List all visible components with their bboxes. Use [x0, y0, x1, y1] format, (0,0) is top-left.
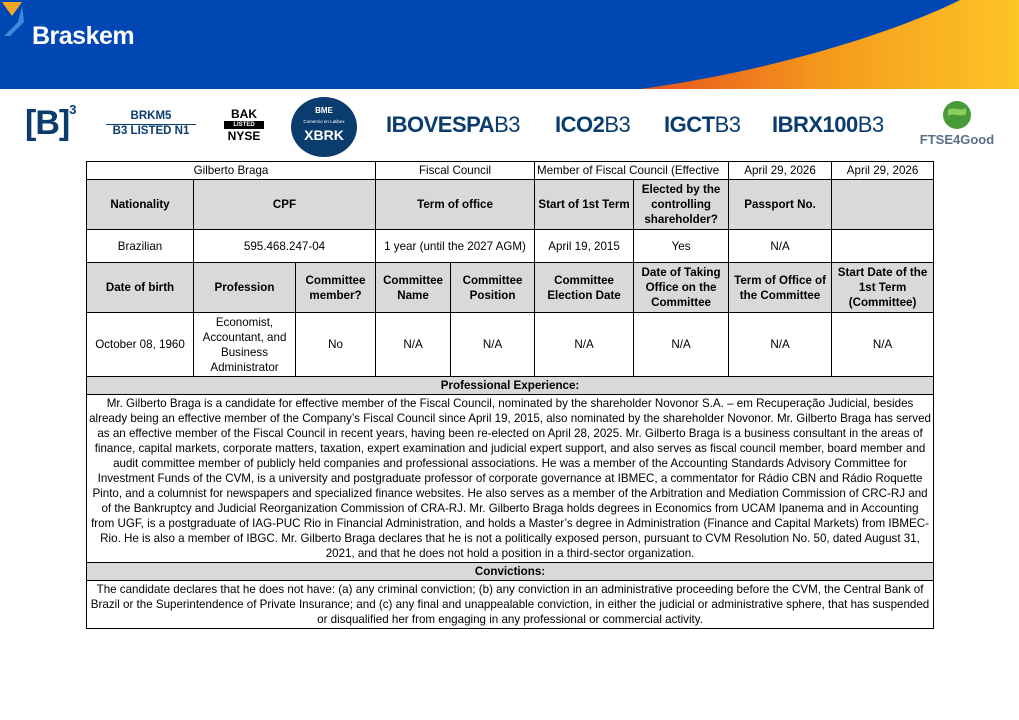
- header-row-2: [87, 263, 934, 313]
- ftse4good-logo: FTSE4Good: [917, 100, 997, 147]
- term-committee-value: N/A: [729, 313, 832, 377]
- elected-controlling-header: Elected by the controlling shareholder?: [634, 180, 729, 230]
- term-committee-header: Term of Office of the Committee: [729, 263, 832, 313]
- committee-member-value: No: [296, 313, 376, 377]
- empty-value-cell: [832, 230, 934, 263]
- committee-position-value: N/A: [451, 313, 535, 377]
- election-date: April 29, 2026: [729, 162, 832, 180]
- dob-value: October 08, 1960: [87, 313, 194, 377]
- svg-text:Comercio en Latibex: Comercio en Latibex: [303, 119, 345, 124]
- cpf-value: 595.468.247-04: [194, 230, 376, 263]
- candidate-table: [86, 161, 934, 629]
- candidate-position: Member of Fiscal Council (Effective: [535, 162, 729, 180]
- term-value: 1 year (until the 2027 AGM): [376, 230, 535, 263]
- committee-name-header: Committee Name: [376, 263, 451, 313]
- convictions-text-row: [87, 581, 934, 629]
- taking-office-header: Date of Taking Office on the Committee: [634, 263, 729, 313]
- committee-election-value: N/A: [535, 313, 634, 377]
- governance-body: Fiscal Council: [376, 162, 535, 180]
- nyse-logo: BAK LISTED NYSE: [224, 108, 264, 142]
- convictions-title: Convictions:: [87, 563, 934, 581]
- nationality-value: Brazilian: [87, 230, 194, 263]
- experience-text: Mr. Gilberto Braga is a candidate for effective member of the Fiscal Council, nominated by the shareholder Novonor S.A. – em Recuperação Judicial, besides already being an effective member of the Company’s Fiscal Council since April 19, 2015, also nominated by the shareholder Novonor. Mr. Gilberto Braga has served as an effective member of the Fiscal Council in recent years, having been re-elected on April 28, 2025. Mr. Gilberto Braga is a business consultant in the areas of finance, capital markets, corporate matters, taxation, expert examination and judicial expert support, and also serves as fiscal council member, board member and audit committee member of publicly held companies and professional associations. He was a member of the Accounting Standards Advisory Committee for Investment Funds of the CVM, is a university and postgraduate professor of corporate governance at IBMEC, a commentator for Rádio CBN and Rádio Roquette Pinto, and a columnist for newspapers and specialized finance websites. He also serves as a member of the Arbitration and Mediation Commission of CRC-RJ and of the Bankruptcy and Judicial Reorganization Commission of CRA-RJ. Mr. Gilberto Braga holds degrees in Economics from UCAM Ipanema and in Accounting from UGF, is a postgraduate of IAG-PUC Rio in Financial Administration, and holds a Master’s degree in Administration (Finance and Capital Markets) from IBMEC-Rio. He is also a member of IBGC. Mr. Gilberto Braga declares that he is not a politically exposed person, pursuant to CVM Resolution No. 50, dated August 31, 2021, and that he does not hold a position in a third-sector organization.: [87, 395, 934, 563]
- investiture-date: April 29, 2026: [832, 162, 934, 180]
- nationality-header: Nationality: [87, 180, 194, 230]
- experience-title-row: [87, 377, 934, 395]
- header-row-1: [87, 180, 934, 230]
- header-banner: [0, 0, 1019, 89]
- igct-logo: IGCTB3: [664, 112, 741, 137]
- brkm5-logo: BRKM5 B3 LISTED N1: [106, 110, 196, 138]
- start-committee-header: Start Date of the 1st Term (Committee): [832, 263, 934, 313]
- elected-controlling-value: Yes: [634, 230, 729, 263]
- candidate-name: Gilberto Braga: [87, 162, 376, 180]
- cpf-header: CPF: [194, 180, 376, 230]
- dob-header: Date of birth: [87, 263, 194, 313]
- banner-background: [0, 0, 1019, 89]
- profession-value: Economist, Accountant, and Business Administrator: [194, 313, 296, 377]
- convictions-title-row: [87, 563, 934, 581]
- value-row-2: [87, 313, 934, 377]
- value-row-1: [87, 230, 934, 263]
- passport-value: N/A: [729, 230, 832, 263]
- b3-logo: $[B]^3$: [25, 101, 76, 142]
- latibex-xbrk-logo: [290, 96, 358, 158]
- ico2-logo: ICO2B3: [555, 112, 631, 137]
- empty-header-cell: [832, 180, 934, 230]
- ibovespa-logo: IBOVESPAB3: [386, 112, 520, 137]
- committee-election-header: Committee Election Date: [535, 263, 634, 313]
- index-logos-strip: [0, 92, 1019, 160]
- braskem-mark-icon: [0, 0, 26, 40]
- start-term-value: April 19, 2015: [535, 230, 634, 263]
- passport-header: Passport No.: [729, 180, 832, 230]
- committee-member-header: Committee member?: [296, 263, 376, 313]
- committee-name-value: N/A: [376, 313, 451, 377]
- taking-office-value: N/A: [634, 313, 729, 377]
- committee-position-header: Committee Position: [451, 263, 535, 313]
- convictions-text: The candidate declares that he does not have: (a) any criminal conviction; (b) any conviction in an administrative proceeding before the CVM, the Central Bank of Brazil or the Superintendence of Private Insurance; and (c) any final and unappealable conviction, in either the judicial or administrative sphere, that has suspended or disqualified her from engaging in any professional or commercial activity.: [87, 581, 934, 629]
- experience-title: Professional Experience:: [87, 377, 934, 395]
- svg-text:XBRK: XBRK: [304, 127, 344, 143]
- svg-text:BME: BME: [315, 106, 333, 115]
- globe-icon: [942, 100, 972, 130]
- braskem-logo: Braskem: [32, 22, 135, 50]
- ibrx100-logo: IBRX100B3: [772, 112, 884, 137]
- candidate-row: [87, 162, 934, 180]
- start-term-header: Start of 1st Term: [535, 180, 634, 230]
- experience-text-row: [87, 395, 934, 563]
- term-header: Term of office: [376, 180, 535, 230]
- profession-header: Profession: [194, 263, 296, 313]
- start-committee-value: N/A: [832, 313, 934, 377]
